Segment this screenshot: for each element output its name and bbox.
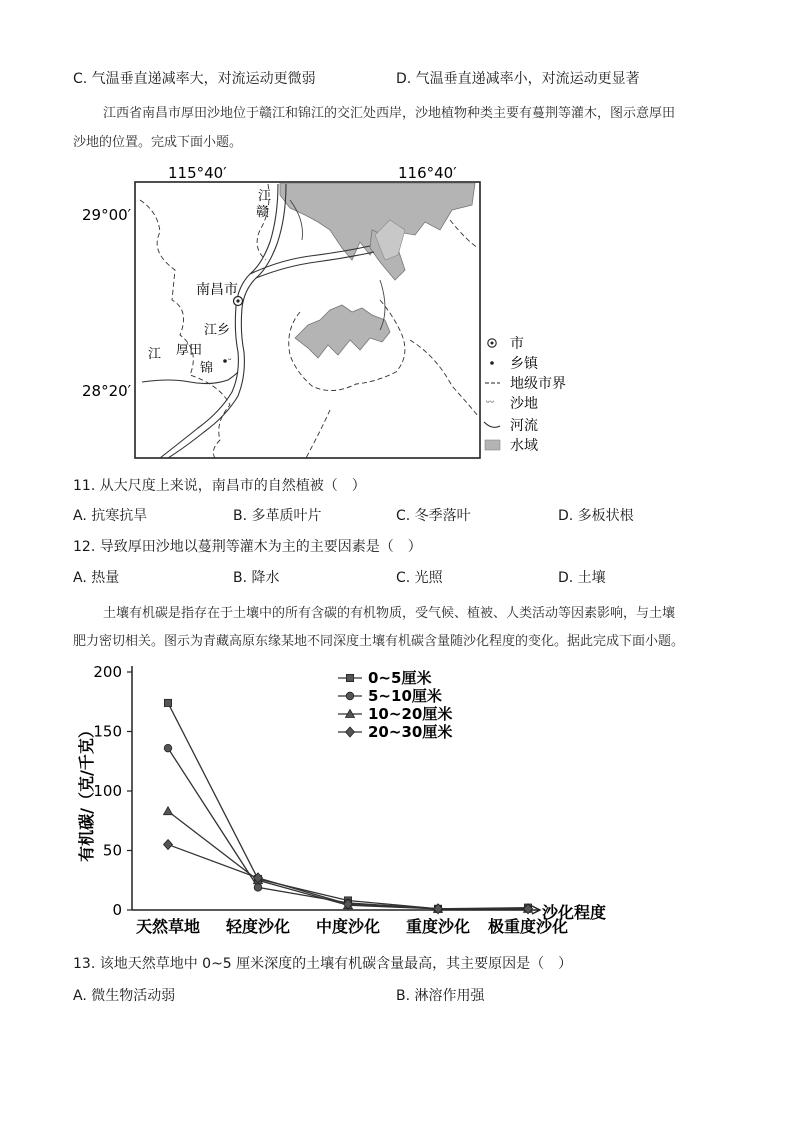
map-label-jiangxiang: 江乡 [204,323,231,338]
q12-option-b: B. 降水 [233,570,280,586]
houtian-town-marker [223,359,227,363]
q13-option-a: A. 微生物活动弱 [73,988,176,1004]
legend-water: 水域 [510,438,538,454]
q10-option-d: D. 气温垂直递减率小，对流运动更显著 [396,71,640,87]
chart-data-point [164,840,173,850]
chart-y-tick-label: 100 [93,782,122,800]
passage2-line2: 肥力密切相关。图示为青藏高原东缘某地不同深度土壤有机碳含量随沙化程度的变化。据此完成下面小题。 [73,634,685,649]
q12-option-c: C. 光照 [396,570,443,586]
map-lat-bottom: 28°20′ [82,382,132,400]
soil-organic-carbon-chart [70,652,660,947]
chart-y-axis-label: 有机碳/（克/千克） [77,722,96,862]
chart-x-tick-label: 极重度沙化 [487,917,569,936]
chart-y-tick-label: 150 [93,722,122,741]
q10-option-c: C. 气温垂直递减率大，对流运动更微弱 [73,71,316,87]
chart-y-tick-label: 200 [93,663,122,681]
chart-y-tick-label: 0 [112,901,122,919]
legend-river: 河流 [510,418,538,434]
chart-legend-marker [346,727,355,737]
chart-series-line [168,748,528,909]
q12-option-d: D. 土壤 [558,570,606,586]
chart-data-point [254,884,262,892]
chart-x-tick-label: 中度沙化 [315,917,381,936]
chart-data-point [164,744,172,752]
legend-town: 乡镇 [510,356,538,372]
q11-option-d: D. 多板状根 [558,508,634,524]
legend-boundary: 地级市界 [510,376,566,392]
map-label-jiang-left: 江 [148,347,162,362]
legend-sand: 沙地 [510,396,538,412]
map-lat-top: 29°00′ [82,206,132,224]
passage1-line2: 沙地的位置。完成下面小题。 [73,135,243,150]
chart-x-tick-label: 轻度沙化 [225,917,291,936]
q11-option-b: B. 多革质叶片 [233,508,322,524]
chart-legend-label: 20~30厘米 [368,723,453,741]
svg-text:ᵕᵕ: ᵕᵕ [486,398,495,409]
map-legend [484,336,566,454]
chart-x-tick-label: 重度沙化 [405,917,471,936]
houtian-location-map [80,160,580,460]
q11-option-a: A. 抗寒抗旱 [73,508,148,524]
chart-legend-label: 0~5厘米 [368,669,432,687]
chart-legend-label: 10~20厘米 [368,705,453,723]
chart-legend-marker [346,674,353,681]
map-label-nanchang: 南昌市 [196,282,238,298]
legend-city: 市 [510,336,524,352]
map-label-houtian: 厚田 [176,343,203,358]
chart-data-point [164,807,173,815]
passage2-line1: 土壤有机碳是指存在于土壤中的所有含碳的有机物质，受气候、植被、人类活动等因素影响，与土壤 [103,606,676,621]
map-label-gan: 赣 [256,205,270,220]
chart-data-point [164,699,171,706]
chart-x-tick-label: 天然草地 [135,917,201,936]
q13-stem: 13. 该地天然草地中 0~5 厘米深度的土壤有机碳含量最高，其主要原因是（ ） [73,956,573,972]
chart-legend-marker [346,692,354,700]
chart-series-line [168,811,528,909]
q11-option-c: C. 冬季落叶 [396,508,471,524]
chart-y-tick-label: 50 [102,841,122,860]
q12-option-a: A. 热量 [73,570,120,586]
q13-option-b: B. 淋溶作用强 [396,988,485,1004]
map-lon-right: 116°40′ [398,164,457,182]
map-lon-left: 115°40′ [168,164,227,182]
q12-stem: 12. 导致厚田沙地以蔓荆等灌木为主的主要因素是（ ） [73,539,422,555]
sand-area-marker: ᵕ [228,356,232,366]
q11-stem: 11. 从大尺度上来说，南昌市的自然植被（ ） [73,478,366,494]
chart-legend-label: 5~10厘米 [368,687,442,705]
passage1-line1: 江西省南昌市厚田沙地位于赣江和锦江的交汇处西岸，沙地植物种类主要有蔓荆等灌木，图示意厚田 [103,106,676,121]
map-label-jin: 锦 [200,361,214,376]
map-label-jiang-top: 江 [258,189,272,204]
chart-x-axis-label: 沙化程度 [542,903,607,922]
